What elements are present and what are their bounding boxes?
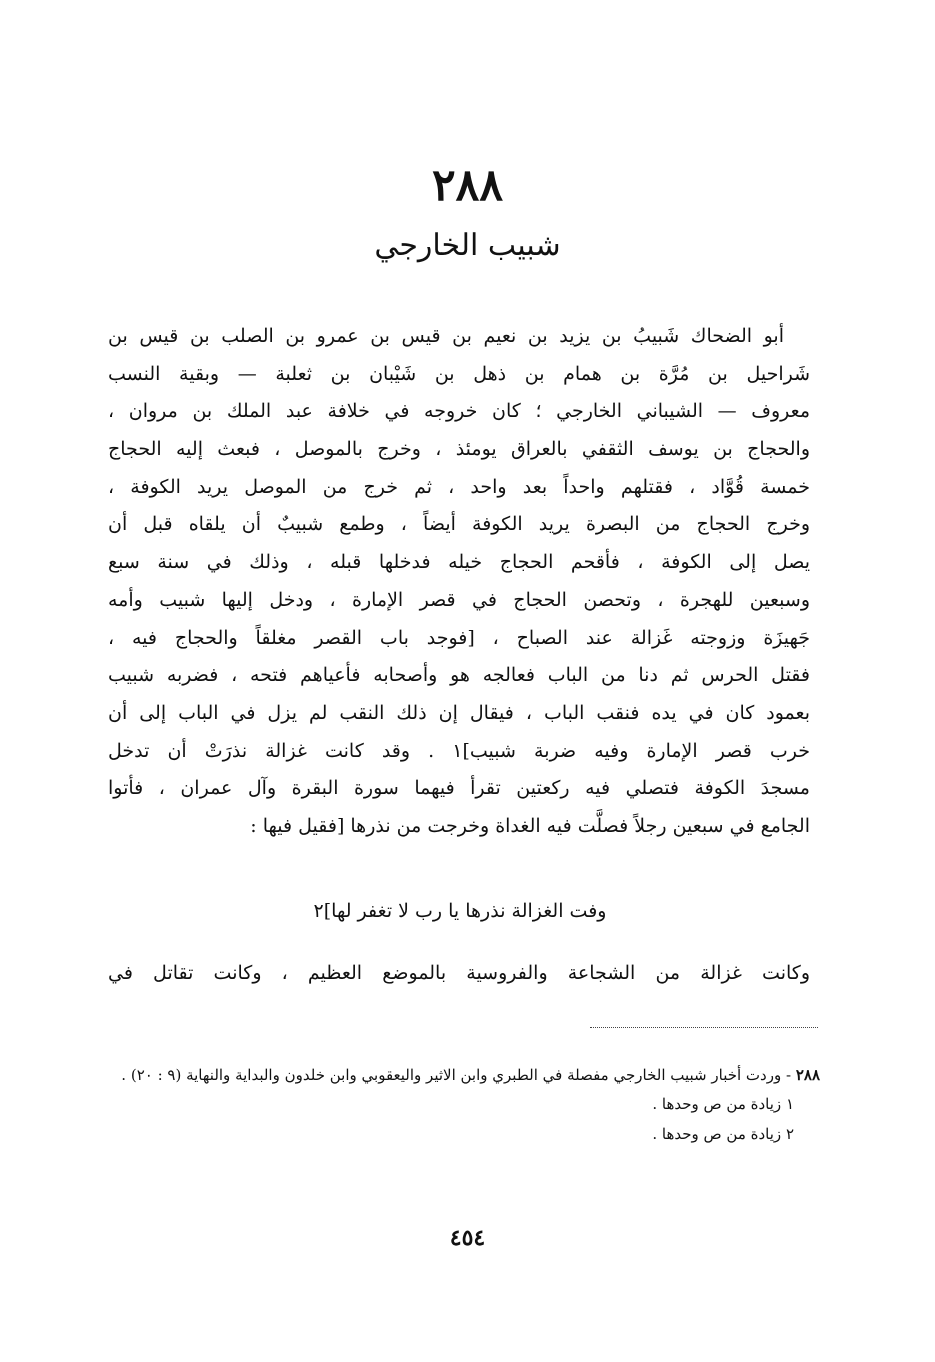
entry-number: ٢٨٨ — [432, 160, 503, 211]
footnote-1: ١ زيادة من ص وحدها . — [652, 1095, 794, 1113]
body-line: والحجاج بن يوسف الثقفي بالعراق يومئذ ، وخرج بالموصل ، فبعث إليه الحجاج — [108, 438, 810, 461]
footnote-separator — [590, 1027, 818, 1028]
body-line: وسبعين للهجرة ، وتحصن الحجاج في قصر الإمارة ، ودخل إليها شبيب وأمه — [108, 588, 810, 611]
footnotes — [108, 1062, 820, 1149]
footnote-main-number: ٢٨٨ — [795, 1066, 820, 1084]
body-line: خرب قصر الإمارة وفيه ضربة شبيب]١ . وقد كانت غزالة نذرَتْ أن تدخل — [108, 739, 810, 762]
page-number: ٤٥٤ — [449, 1225, 486, 1251]
body-line: الجامع في سبعين رجلاً فصلَّت فيه الغداة وخرجت من نذرها [فقيل فيها : — [250, 814, 810, 837]
body-line: جَهيزَة وزوجته غَزالة عند الصباح ، [فوجد باب القصر مغلقاً والحجاج فيه ، — [108, 626, 810, 649]
body-line: وكانت غزالة من الشجاعة والفروسية بالموضع العظيم ، وكانت تقاتل في — [108, 962, 810, 984]
footnote-main-text: - وردت أخبار شبيب الخارجي مفصلة في الطبري وابن الاثير واليعقوبي وابن خلدون والبداية والنهاية (٩ : ٢٠) . — [121, 1066, 796, 1084]
body-line: معروف — الشيباني الخارجي ؛ كان خروجه في خلافة عبد الملك بن مروان ، — [108, 400, 810, 423]
footnote-main — [108, 1062, 820, 1089]
body-line: يصل إلى الكوفة ، فأقحم الحجاج خيله فدخلها قبله ، وذلك في سنة سبع — [108, 551, 810, 574]
footnote-2: ٢ زيادة من ص وحدها . — [652, 1125, 794, 1143]
body-text — [108, 318, 810, 846]
body-line: بعمود كان في يده فنقب الباب ، فيقال إن ذلك النقب لم يزل في الباب إلى أن — [108, 701, 810, 724]
body-line: مسجدَ الكوفة فتصلي فيه ركعتين تقرأ فيهما سورة البقرة وآل عمران ، فأتوا — [108, 777, 810, 800]
body-line: فقتل الحرس ثم دنا من الباب فعالجه هو وأصحابه فأعياهم فتحه ، فضربه شبيب — [108, 664, 810, 687]
body-line: خمسة قُوَّاد ، فقتلهم واحداً بعد واحد ، ثم خرج من الموصل يريد الكوفة ، — [108, 475, 810, 498]
poetry-verse: وفت الغزالة نذرها يا رب لا تغفر لها]٢ — [313, 900, 607, 922]
entry-title: شبيب الخارجي — [374, 228, 561, 263]
body-line: شَراحيل بن مُرَّة بن همام بن ذهل بن شَيْبان بن ثعلبة — وبقية النسب — [108, 362, 810, 385]
body-line: أبو الضحاك شَبيبُ بن يزيد بن نعيم بن قيس بن عمرو بن الصلب بن قيس بن — [108, 325, 784, 347]
body-line: وخرج الحجاج من البصرة يريد الكوفة أيضاً ، وطمع شبيبٌ أن يلقاه قبل أن — [108, 513, 810, 536]
